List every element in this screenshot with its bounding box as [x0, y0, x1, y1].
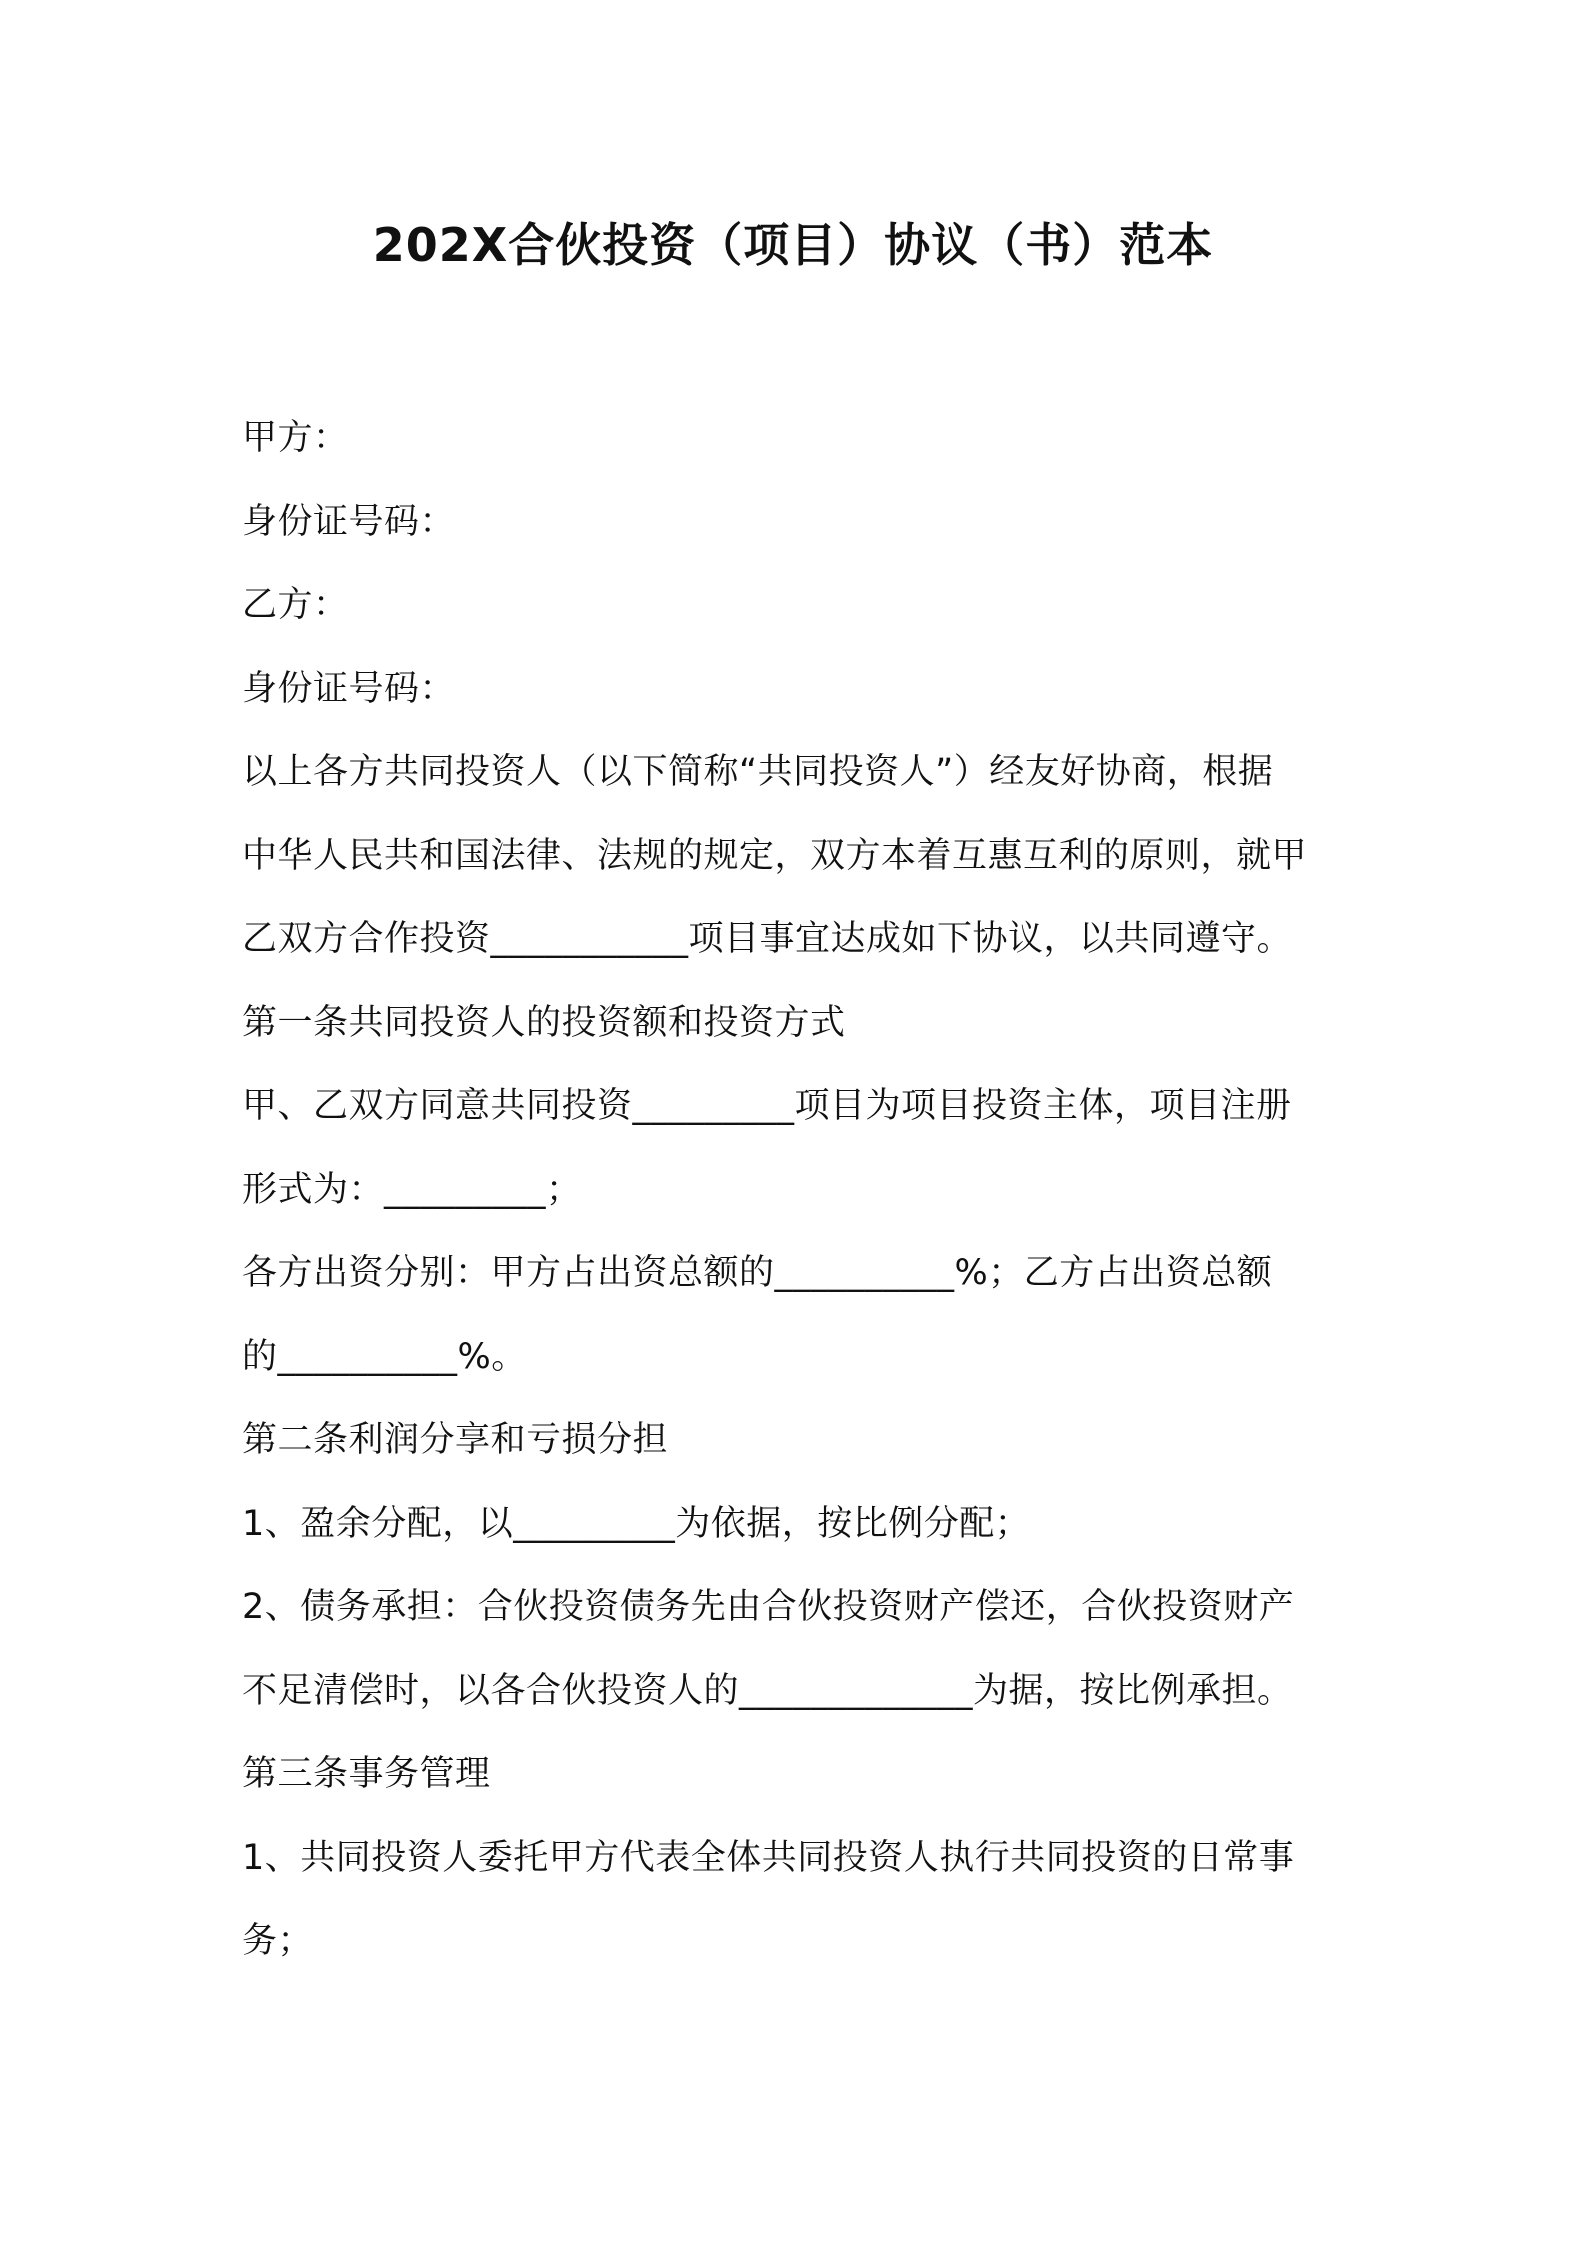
- article-2-item-2-line-1: 2、债务承担：合伙投资债务先由合伙投资财产偿还，合伙投资财产: [242, 1587, 1295, 1627]
- article-1-line-4: 的__________%。: [242, 1336, 527, 1377]
- party-b-label: 乙方：: [242, 585, 349, 625]
- article-2-item-2-line-2: 不足清偿时，以各合伙投资人的_____________为据，按比例承担。: [242, 1670, 1293, 1711]
- document-title: 202X合伙投资（项目）协议（书）范本: [372, 218, 1214, 272]
- document-body: [242, 408, 1352, 1995]
- article-2-item-1: 1、盈余分配，以_________为依据，按比例分配；: [242, 1503, 1031, 1544]
- article-1-heading: 第一条共同投资人的投资额和投资方式: [242, 1002, 846, 1043]
- intro-line-3: 乙双方合作投资___________项目事宜达成如下协议，以共同遵守。: [242, 919, 1293, 959]
- intro-line-1: 以上各方共同投资人（以下简称“共同投资人”）经友好协商，根据: [242, 752, 1274, 792]
- party-a-id-label: 身份证号码：: [242, 501, 456, 542]
- party-b-id-label: 身份证号码：: [242, 668, 456, 709]
- article-3-item-1-line-1: 1、共同投资人委托甲方代表全体共同投资人执行共同投资的日常事: [242, 1837, 1295, 1878]
- intro-line-2: 中华人民共和国法律、法规的规定，双方本着互惠互利的原则，就甲: [242, 835, 1308, 876]
- article-1-line-2: 形式为：_________；: [242, 1169, 582, 1210]
- article-2-heading: 第二条利润分享和亏损分担: [242, 1420, 669, 1460]
- article-1-line-1: 甲、乙双方同意共同投资_________项目为项目投资主体，项目注册: [242, 1086, 1292, 1126]
- article-3-heading: 第三条事务管理: [242, 1754, 491, 1794]
- article-3-item-1-line-2: 务；: [242, 1921, 314, 1961]
- article-1-line-3: 各方出资分别：甲方占出资总额的__________%；乙方占出资总额: [242, 1253, 1273, 1293]
- party-a-label: 甲方：: [242, 418, 349, 458]
